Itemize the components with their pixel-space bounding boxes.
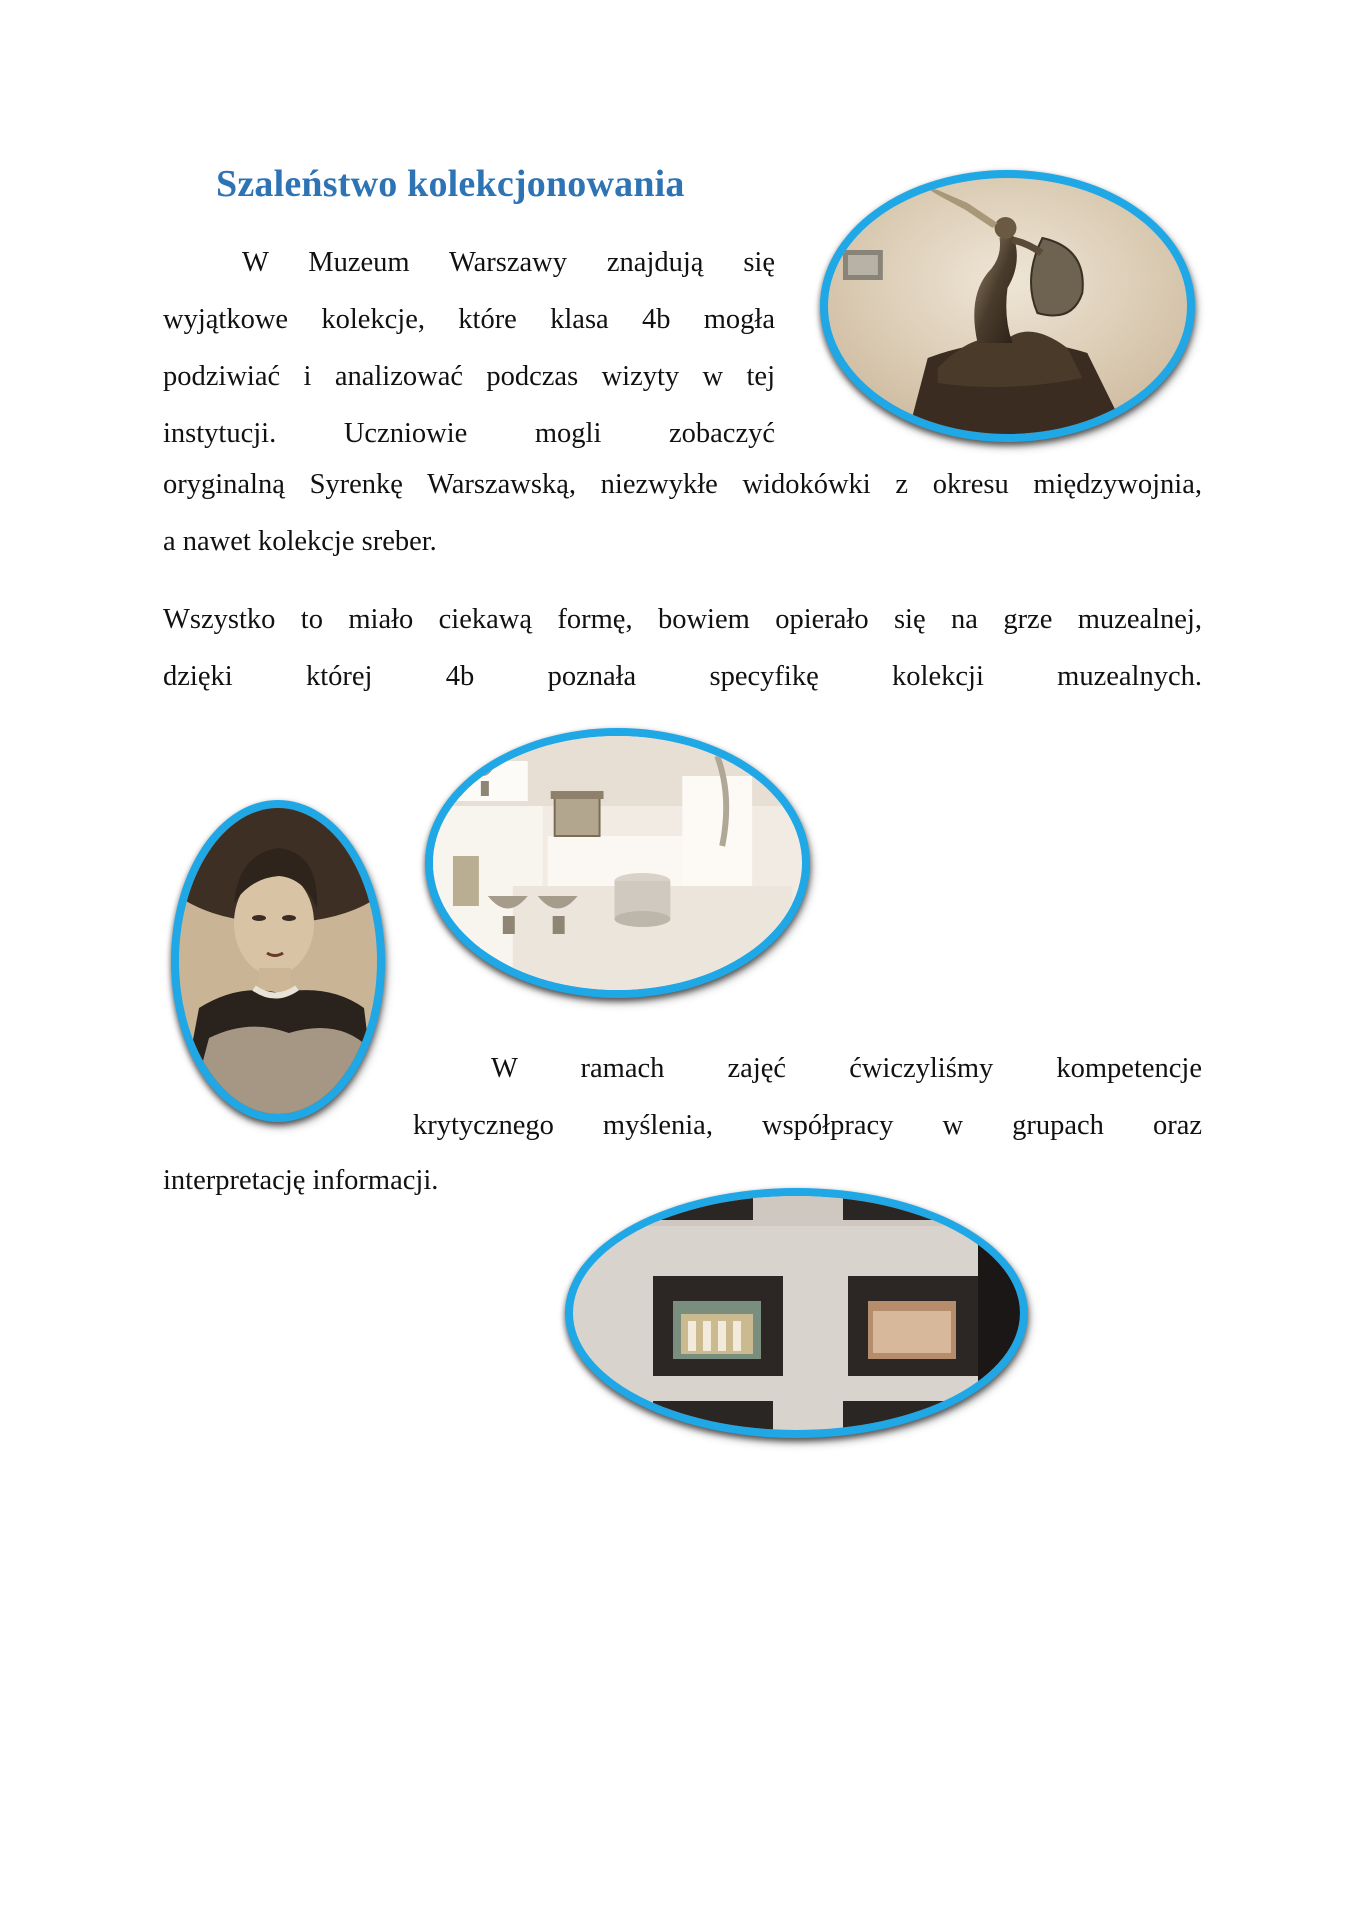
postcards-photo [565, 1188, 1028, 1438]
p3-line2: krytycznego myślenia, współpracy w grupach oraz [413, 1110, 1202, 1141]
p1-line2: wyjątkowe kolekcje, które klasa 4b mogła [163, 304, 775, 335]
mermaid-statue-photo [820, 170, 1195, 442]
p1-line1: W Muzeum Warszawy znajdują się [242, 247, 775, 278]
paragraph-1-full [163, 456, 1202, 570]
silver-collection-image [433, 736, 802, 990]
paragraph-3-wrapped [413, 1040, 1202, 1154]
p3-line3: interpretację informacji. [163, 1165, 439, 1196]
paragraph-2 [163, 591, 1202, 705]
page-title: Szaleństwo kolekcjonowania [216, 163, 685, 205]
vintage-portrait-photo [171, 800, 385, 1122]
p2-line1: Wszystko to miało ciekawą formę, bowiem opierało się na grze muzealnej, [163, 604, 1202, 635]
paragraph-1-wrapped [163, 234, 775, 462]
p1-line4: instytucji. Uczniowie mogli zobaczyć [163, 418, 775, 449]
silver-collection-photo [425, 728, 810, 998]
postcards-image [573, 1196, 1020, 1430]
p1-line5: oryginalną Syrenkę Warszawską, niezwykłe widokówki z okresu międzywojnia, [163, 469, 1202, 500]
p1-line3: podziwiać i analizować podczas wizyty w tej [163, 361, 775, 392]
p3-line1: W ramach zajęć ćwiczyliśmy kompetencje [491, 1053, 1202, 1084]
paragraph-3-end [163, 1152, 663, 1209]
p1-line6: a nawet kolekcje sreber. [163, 526, 437, 557]
vintage-portrait-image [179, 808, 377, 1114]
p2-line2: dzięki której 4b poznała specyfikę kolekcji muzealnych. [163, 661, 1202, 692]
mermaid-statue-image [828, 178, 1187, 434]
